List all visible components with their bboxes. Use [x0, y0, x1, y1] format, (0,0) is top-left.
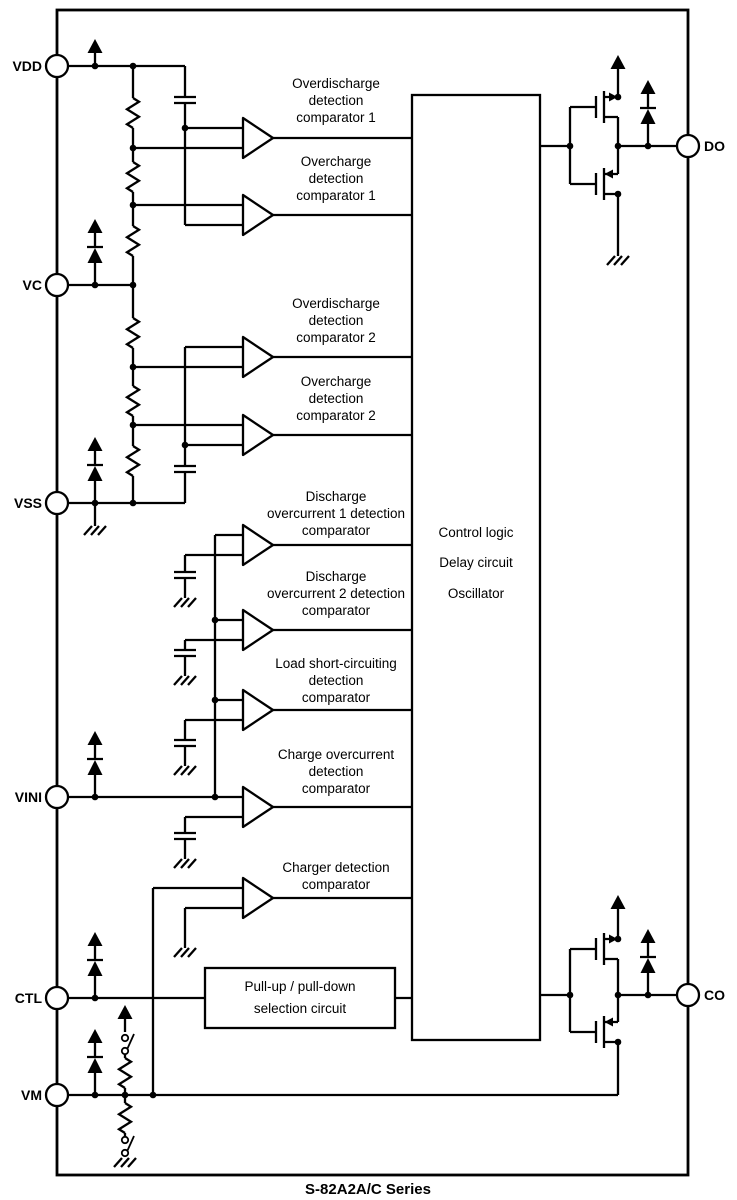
vdd-supply-arrow-icon [88, 39, 103, 66]
comparator-label: Load short-circuiting [275, 656, 397, 671]
pin-ctl-terminal [46, 987, 68, 1009]
delay-circuit-label: Delay circuit [439, 555, 513, 570]
capacitor-icon [174, 833, 196, 839]
comparator-label: detection [308, 93, 364, 108]
resistor-icon [127, 318, 139, 348]
ground-icon [174, 676, 196, 685]
comparator-label: Discharge [305, 489, 367, 504]
pin-vc-terminal [46, 274, 68, 296]
pin-label-vm: VM [21, 1087, 42, 1103]
ground-icon [84, 526, 106, 535]
comparator-triangle-discharge-overcurrent-1 [243, 525, 273, 565]
pulldown-switch-icon [122, 1136, 134, 1156]
esd-diode-pair-icon [87, 1029, 103, 1095]
wiring-vc-divider-section [68, 219, 243, 535]
comparator-label: Overdischarge [292, 76, 380, 91]
pin-co-terminal [677, 984, 699, 1006]
pin-terminals [46, 55, 699, 1106]
comparator-triangle-overdischarge-1 [243, 118, 273, 158]
capacitor-icon [174, 740, 196, 746]
esd-diode-pair-icon [87, 731, 103, 797]
comparator-triangle-charger-detection [243, 878, 273, 918]
pin-vini-terminal [46, 786, 68, 808]
ground-icon [174, 948, 196, 957]
ground-icon [114, 1158, 136, 1167]
resistor-icon [127, 446, 139, 476]
comparator-label: Overdischarge [292, 296, 380, 311]
comparator-label: Overcharge [300, 154, 372, 169]
comparator-label: comparator [301, 523, 371, 538]
comparator-label: comparator 1 [296, 188, 376, 203]
comparator-triangle-overcharge-2 [243, 415, 273, 455]
control-logic-label: Control logic [438, 525, 514, 540]
pin-label-vini: VINI [14, 789, 42, 805]
nmos-transistor-icon [570, 1016, 618, 1048]
comparator-label: comparator [301, 877, 371, 892]
comparator-label: detection [308, 391, 364, 406]
capacitor-icon [174, 466, 196, 472]
ground-icon [174, 598, 196, 607]
comparator-label: comparator [301, 603, 371, 618]
ground-icon [174, 859, 196, 868]
comparator-label: detection [308, 313, 364, 328]
comparator-label: comparator [301, 781, 371, 796]
oscillator-label: Oscillator [447, 586, 505, 601]
comparator-label: detection [308, 764, 364, 779]
junction-dots [92, 63, 652, 1099]
comparator-label: comparator 2 [296, 408, 376, 423]
comparator-label: overcurrent 2 detection [266, 586, 406, 601]
comparator-label: Charger detection [282, 860, 390, 875]
comparator-label: Charge overcurrent [277, 747, 395, 762]
esd-diode-pair-icon [640, 80, 656, 146]
pin-label-co: CO [704, 987, 725, 1003]
pin-do-terminal [677, 135, 699, 157]
pullup-box-label: Pull-up / pull-down [244, 979, 356, 994]
comparator-label: comparator [301, 690, 371, 705]
resistor-icon [127, 386, 139, 416]
comparator-label: overcurrent 1 detection [266, 506, 406, 521]
resistor-icon [127, 226, 139, 256]
resistor-icon [127, 98, 139, 128]
ground-icon [607, 256, 629, 265]
pin-vss-terminal [46, 492, 68, 514]
esd-diode-pair-icon [87, 437, 103, 503]
pin-vdd-terminal [46, 55, 68, 77]
resistor-icon [127, 162, 139, 192]
capacitor-icon [174, 650, 196, 656]
vdd-supply-arrow-icon [611, 895, 626, 922]
series-title: S-82A2A/C Series [305, 1181, 431, 1198]
comparator-triangle-overcharge-1 [243, 195, 273, 235]
nmos-transistor-icon [570, 168, 618, 200]
pullup-switch-icon [122, 1034, 134, 1054]
pullup-resistor-icon [119, 1058, 131, 1088]
pmos-transistor-icon [570, 91, 618, 123]
comparator-label: detection [308, 171, 364, 186]
pullup-box-label: selection circuit [253, 1001, 347, 1016]
comparator-triangle-load-short [243, 690, 273, 730]
ground-icon [174, 766, 196, 775]
esd-diode-pair-icon [640, 929, 656, 995]
esd-diode-pair-icon [87, 219, 103, 285]
comparator-label: Discharge [305, 569, 367, 584]
pulldown-resistor-icon [119, 1103, 131, 1133]
pullup-supply-arrow-icon [118, 1005, 133, 1032]
comparator-label: detection [308, 673, 364, 688]
comparator-label: Overcharge [300, 374, 372, 389]
comparator-label: comparator 2 [296, 330, 376, 345]
do-output-driver [540, 55, 677, 265]
capacitor-icon [174, 572, 196, 578]
comparator-triangle-charge-overcurrent [243, 787, 273, 827]
pin-label-vc: VC [22, 277, 42, 293]
pin-label-vss: VSS [13, 495, 42, 511]
vdd-supply-arrow-icon [611, 55, 626, 82]
comparator-triangle-discharge-overcurrent-2 [243, 610, 273, 650]
esd-diode-pair-icon [87, 932, 103, 998]
co-output-driver [540, 895, 677, 1095]
pullup-selection-box [205, 968, 395, 1028]
pmos-transistor-icon [570, 933, 618, 965]
comparator-triangle-overdischarge-2 [243, 337, 273, 377]
pin-vm-terminal [46, 1084, 68, 1106]
pin-label-do: DO [704, 138, 725, 154]
comparator-label: comparator 1 [296, 110, 376, 125]
pin-label-ctl: CTL [14, 990, 42, 1006]
pin-label-vdd: VDD [12, 58, 42, 74]
comparator-labels [267, 76, 405, 892]
capacitor-icon [174, 97, 196, 103]
